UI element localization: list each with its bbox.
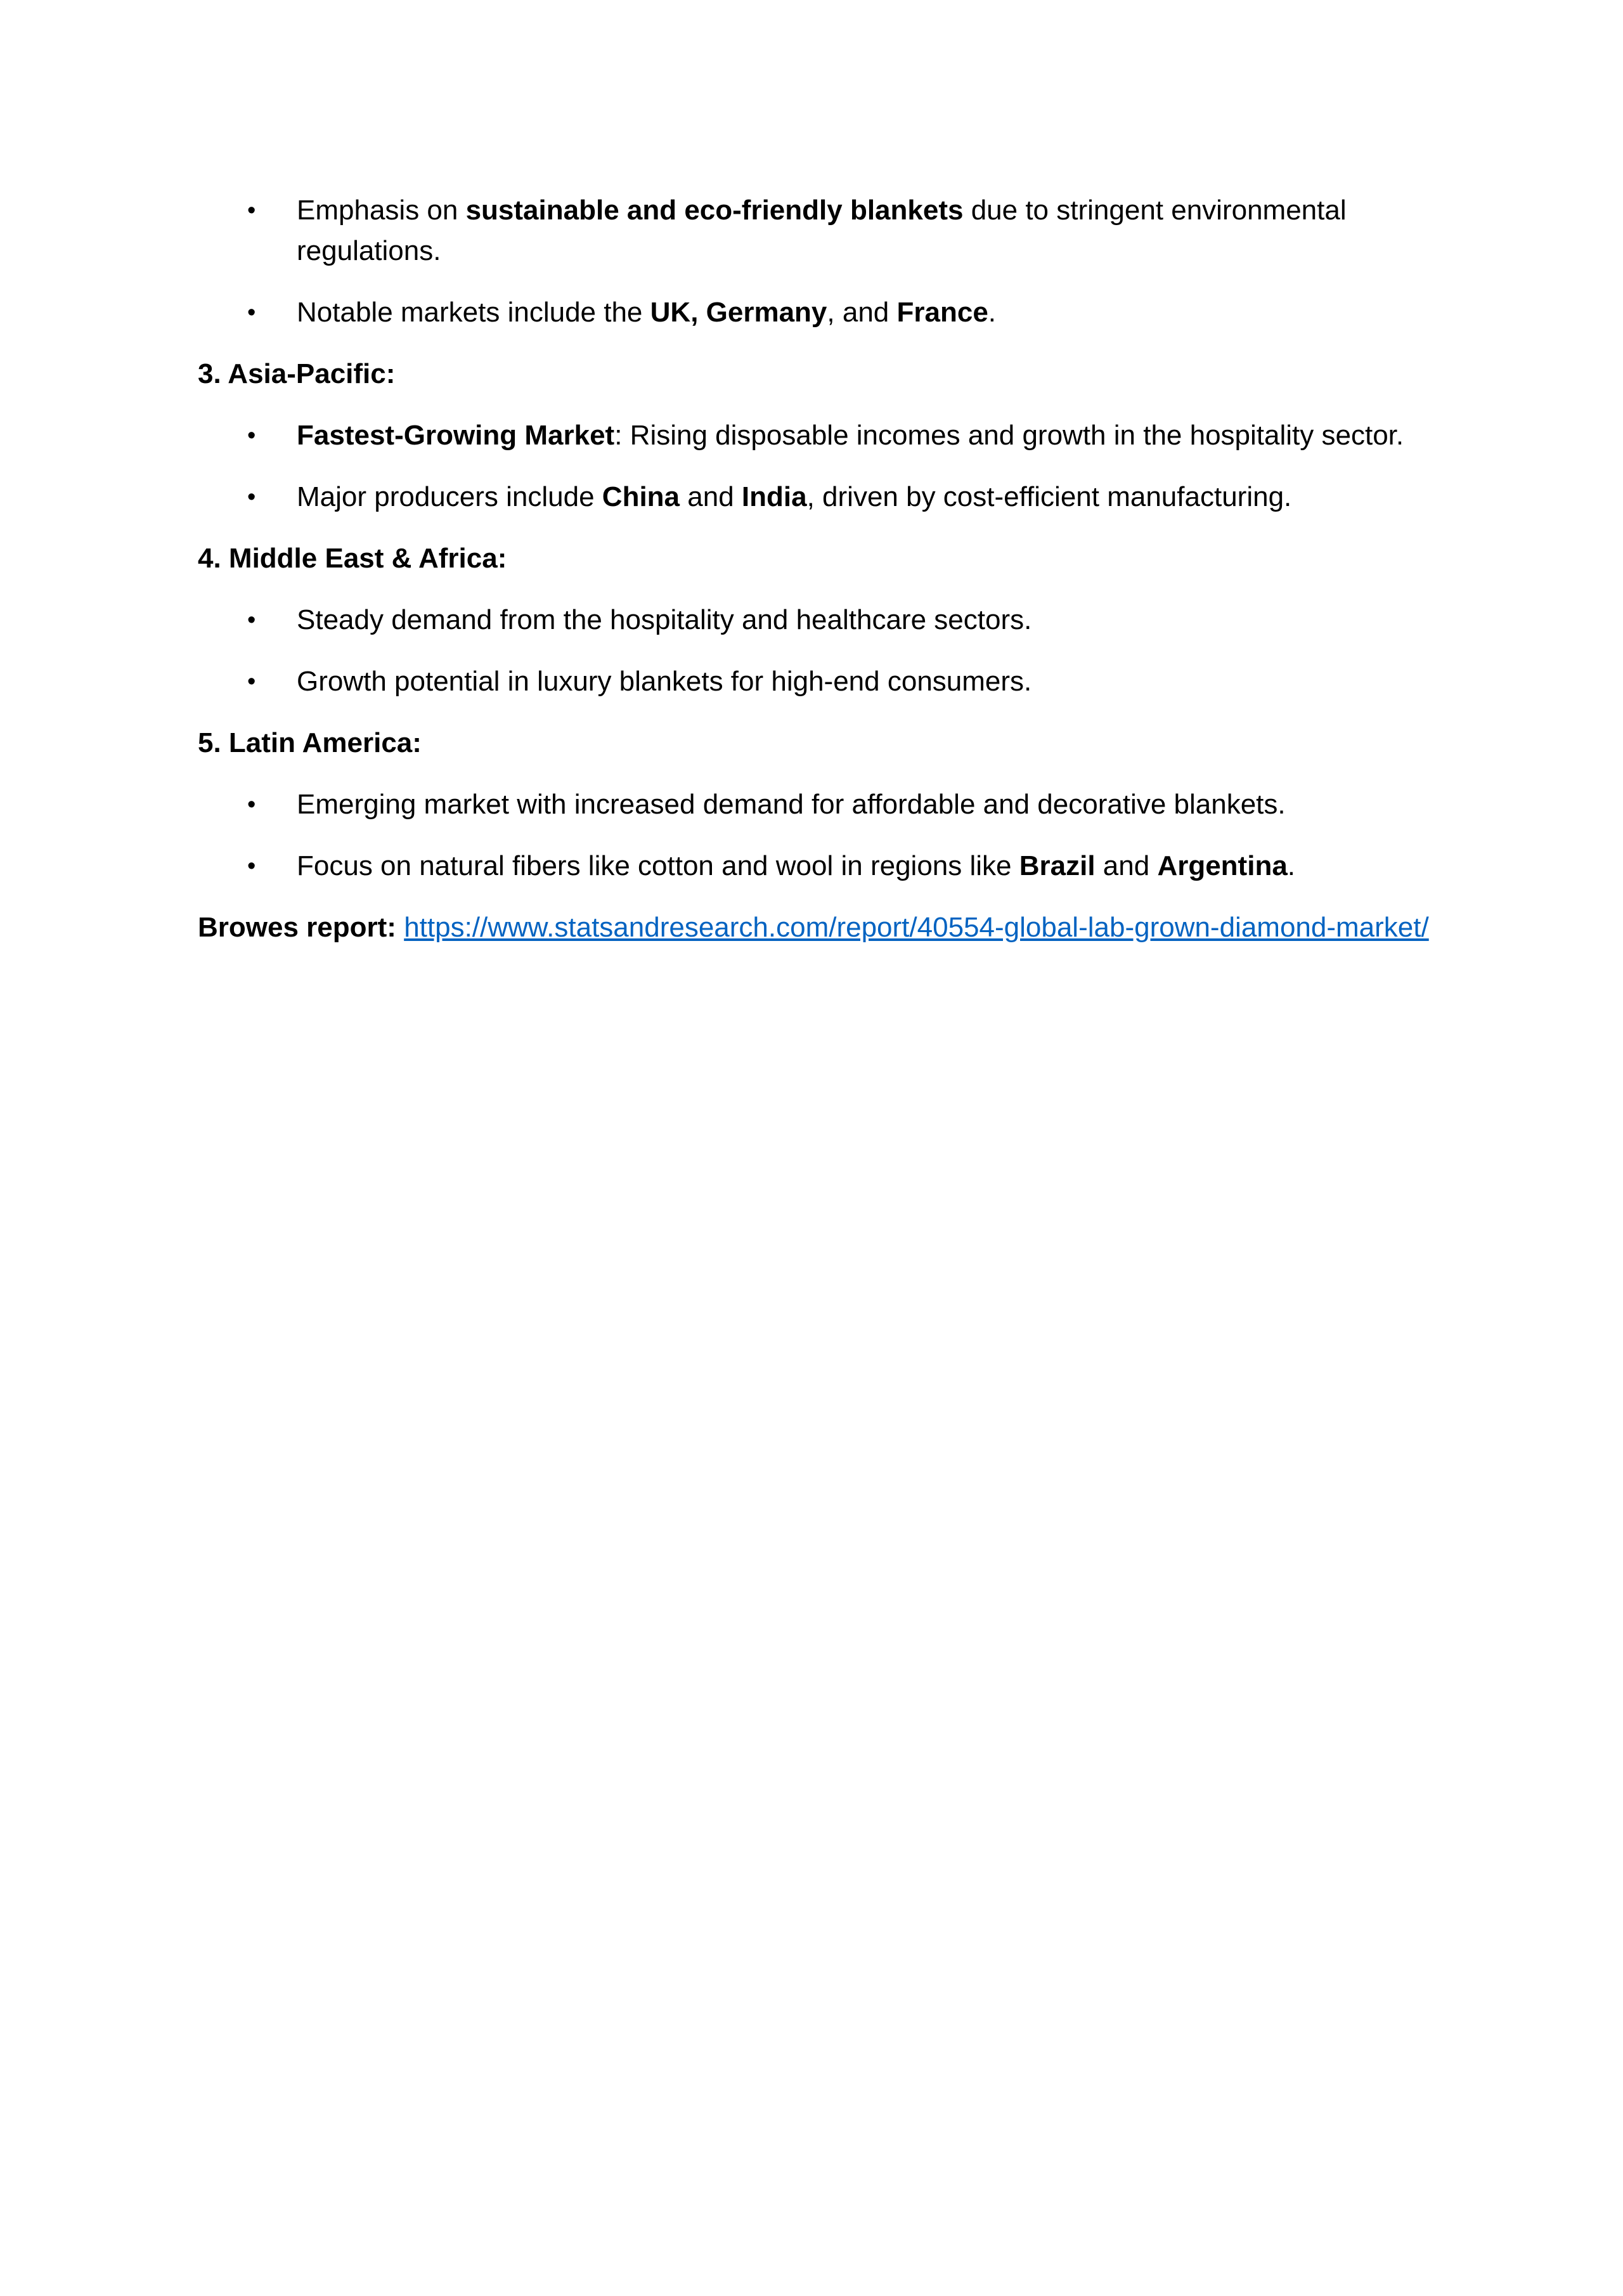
list-item bbox=[198, 415, 1440, 456]
bullet-text-bold: Brazil bbox=[1019, 850, 1096, 881]
bullet-text-pre: Notable markets include the bbox=[297, 297, 650, 328]
europe-bullet-list bbox=[198, 190, 1440, 333]
latin-america-bullet-list bbox=[198, 784, 1440, 886]
report-label: Browes report: bbox=[198, 912, 396, 943]
bullet-text-bold: sustainable and eco-friendly blankets bbox=[465, 195, 964, 226]
report-line bbox=[198, 907, 1440, 948]
middle-east-africa-bullet-list bbox=[198, 600, 1440, 702]
list-item bbox=[198, 784, 1440, 825]
bullet-icon: • bbox=[247, 484, 256, 510]
bullet-text-pre: Emphasis on bbox=[297, 195, 466, 226]
section-heading-asia-pacific: 3. Asia-Pacific: bbox=[198, 358, 396, 389]
bullet-text-mid: , and bbox=[827, 297, 897, 328]
bullet-text-mid: and bbox=[680, 481, 742, 512]
bullet-text-post: : Rising disposable incomes and growth in the hospitality sector. bbox=[614, 420, 1404, 451]
section-heading-middle-east-africa: 4. Middle East & Africa: bbox=[198, 543, 507, 574]
bullet-text: Growth potential in luxury blankets for high-end consumers. bbox=[297, 666, 1032, 697]
bullet-icon: • bbox=[247, 791, 256, 818]
report-link[interactable]: https://www.statsandresearch.com/report/40554-global-lab-grown-diamond-market/ bbox=[404, 912, 1429, 943]
bullet-text-post: due to stringent environmental regulations. bbox=[297, 195, 1347, 266]
bullet-text-mid: and bbox=[1095, 850, 1158, 881]
bullet-text-pre: Focus on natural fibers like cotton and wool in regions like bbox=[297, 850, 1019, 881]
bullet-text-pre: Major producers include bbox=[297, 481, 602, 512]
bullet-text-bold: France bbox=[896, 297, 988, 328]
bullet-text-post: . bbox=[988, 297, 997, 328]
list-item bbox=[198, 292, 1440, 333]
bullet-text: Steady demand from the hospitality and healthcare sectors. bbox=[297, 604, 1032, 635]
bullet-icon: • bbox=[247, 422, 256, 449]
bullet-text-bold: UK, Germany bbox=[650, 297, 827, 328]
bullet-text-bold: Fastest-Growing Market bbox=[297, 420, 615, 451]
document-body bbox=[198, 190, 1440, 948]
section-heading-latin-america: 5. Latin America: bbox=[198, 727, 422, 758]
list-item bbox=[198, 477, 1440, 517]
bullet-text-bold: China bbox=[602, 481, 680, 512]
bullet-icon: • bbox=[247, 668, 256, 695]
asia-pacific-bullet-list bbox=[198, 415, 1440, 517]
bullet-text-bold: India bbox=[741, 481, 807, 512]
bullet-text-post: , driven by cost-efficient manufacturing. bbox=[806, 481, 1292, 512]
bullet-icon: • bbox=[247, 607, 256, 633]
bullet-icon: • bbox=[247, 299, 256, 326]
bullet-icon: • bbox=[247, 853, 256, 879]
list-item bbox=[198, 600, 1440, 640]
list-item bbox=[198, 190, 1440, 271]
bullet-text-post: . bbox=[1287, 850, 1296, 881]
list-item bbox=[198, 661, 1440, 702]
bullet-icon: • bbox=[247, 197, 256, 224]
bullet-text-bold: Argentina bbox=[1157, 850, 1288, 881]
list-item bbox=[198, 846, 1440, 886]
bullet-text: Emerging market with increased demand for affordable and decorative blankets. bbox=[297, 789, 1286, 820]
